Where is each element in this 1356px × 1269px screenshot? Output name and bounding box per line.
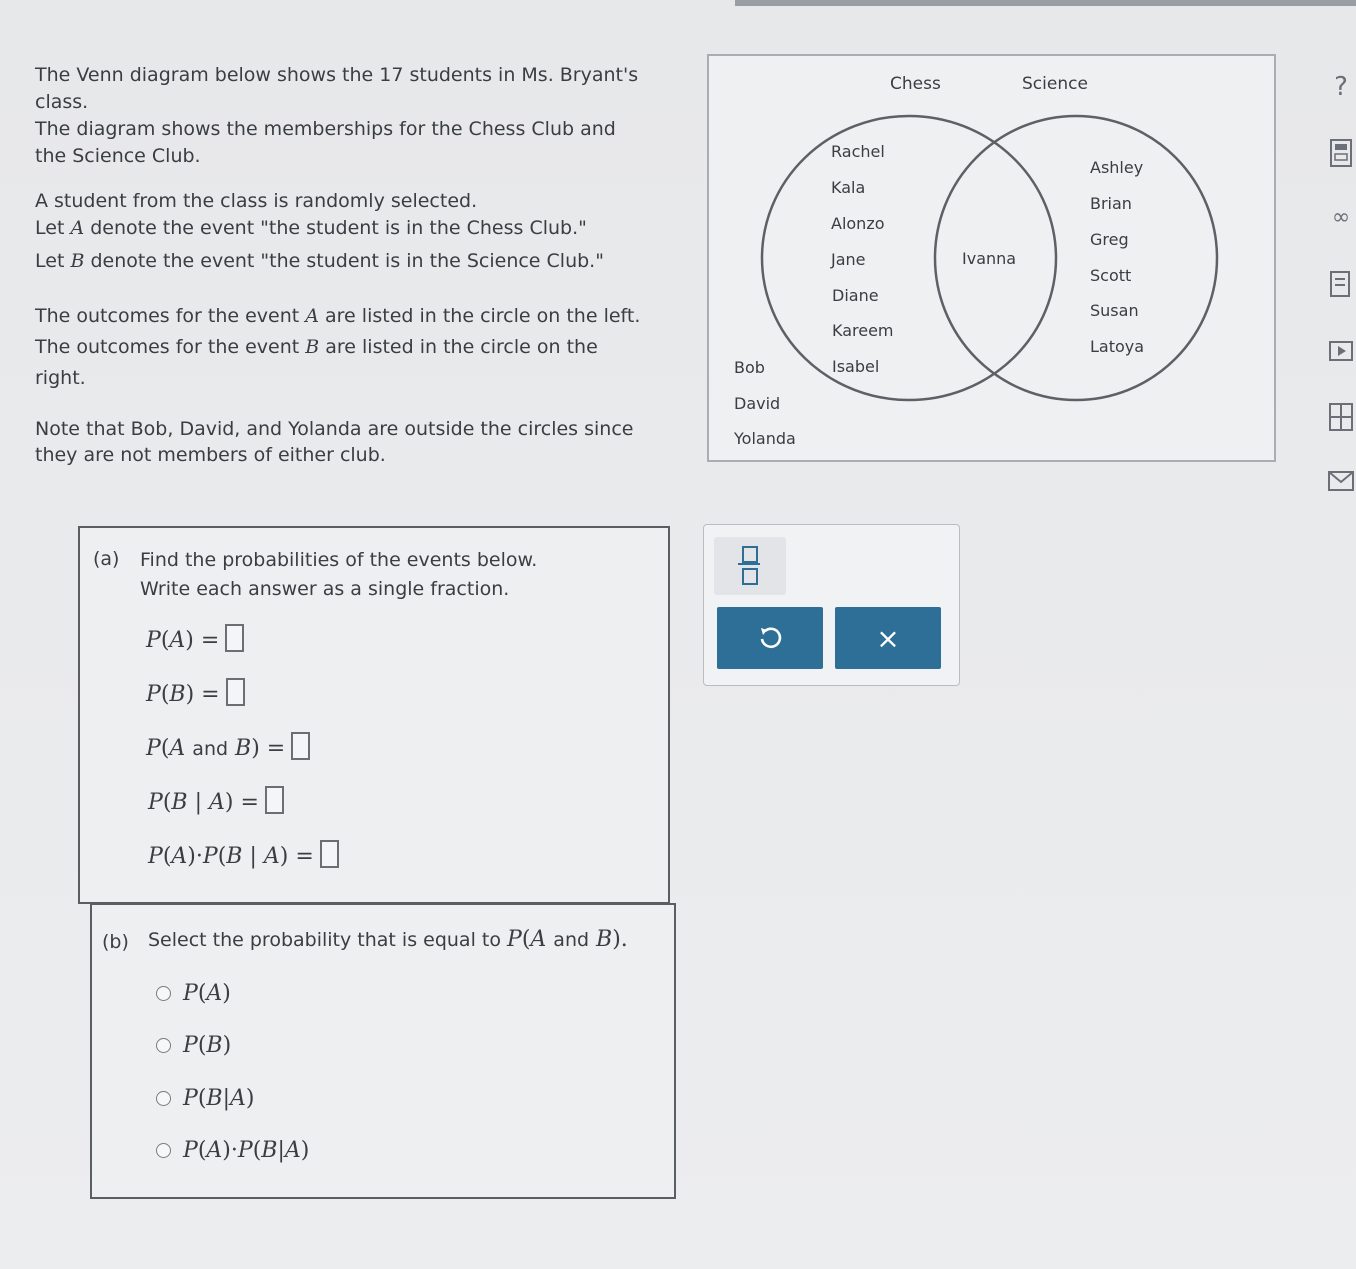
radio-button[interactable] [156, 1038, 171, 1053]
top-progress-bar [735, 0, 1356, 6]
undo-icon [757, 625, 783, 651]
science-member: Susan [1090, 301, 1139, 320]
science-member: Ashley [1090, 158, 1144, 177]
chess-member: Diane [832, 286, 879, 305]
option-p-a-times-p-b-given-a[interactable]: P ( A )· P ( B | A ) [156, 1138, 309, 1163]
problem-statement [35, 62, 645, 468]
option-p-a[interactable]: P ( A ) [156, 981, 231, 1006]
grid-icon[interactable] [1326, 402, 1356, 432]
intro-line-1: The Venn diagram below shows the 17 students in Ms. Bryant's class. [35, 64, 639, 113]
video-icon[interactable] [1326, 340, 1356, 362]
chess-member: Jane [831, 250, 866, 269]
radio-button[interactable] [156, 1091, 171, 1106]
part-b-panel [90, 903, 676, 1199]
option-p-b-given-a[interactable]: P ( B | A ) [156, 1086, 254, 1111]
outside-member: David [734, 394, 781, 413]
outside-member: Yolanda [734, 429, 796, 448]
both-member: Ivanna [962, 249, 1017, 268]
intro-line-2: The diagram shows the memberships for the Chess Club and the Science Club. [35, 118, 616, 167]
undo-button[interactable] [717, 607, 823, 669]
event-a-definition: Let A denote the event "the student is in the Chess Club." [35, 217, 587, 239]
part-a-label: (a) [93, 548, 120, 570]
p-a-times-p-b-given-a-equation: P(A)·P(B | A) = [148, 840, 339, 869]
select-line: A student from the class is randomly selected. [35, 190, 478, 212]
science-label: Science [1022, 74, 1088, 94]
option-p-b[interactable]: P ( B ) [156, 1033, 231, 1058]
part-a-instructions: Find the probabilities of the events below. Write each answer as a single fraction. [140, 549, 538, 600]
part-b-instruction: Select the probability that is equal to P(A and B). [148, 927, 628, 952]
p-b-equation: P(B) = [146, 678, 245, 707]
clear-button[interactable]: × [835, 607, 941, 669]
product-answer-input[interactable] [320, 840, 339, 868]
chess-member: Rachel [831, 142, 885, 161]
chess-label: Chess [890, 74, 941, 94]
chess-member: Alonzo [831, 214, 885, 233]
fraction-button[interactable] [714, 537, 786, 595]
chess-member: Kala [831, 178, 866, 197]
answer-tool-palette [703, 524, 960, 686]
science-member: Greg [1090, 230, 1129, 249]
outcomes-a: The outcomes for the event A are listed in the circle on the left. [35, 305, 641, 327]
event-b-definition: Let B denote the event "the student is in the Science Club." [35, 250, 604, 272]
p-b-answer-input[interactable] [226, 678, 245, 706]
part-a-panel [78, 526, 670, 904]
chess-member: Isabel [832, 357, 880, 376]
science-member: Latoya [1090, 337, 1145, 356]
p-a-answer-input[interactable] [225, 624, 244, 652]
science-member: Scott [1090, 266, 1132, 285]
help-icon[interactable]: ? [1334, 72, 1348, 102]
p-a-and-b-answer-input[interactable] [291, 732, 310, 760]
notes-icon[interactable] [1326, 270, 1356, 300]
outside-note: Note that Bob, David, and Yolanda are outside the circles since they are not members of either club. [35, 418, 634, 466]
chess-member: Kareem [832, 321, 894, 340]
infinity-icon[interactable]: ∞ [1331, 205, 1351, 230]
p-b-given-a-equation: P(B | A) = [148, 786, 284, 815]
p-a-equation: P(A) = [146, 624, 244, 653]
mail-icon[interactable] [1326, 470, 1356, 492]
science-member: Brian [1090, 194, 1132, 213]
radio-button[interactable] [156, 1143, 171, 1158]
p-b-given-a-answer-input[interactable] [265, 786, 284, 814]
part-b-label: (b) [102, 931, 129, 953]
radio-button[interactable] [156, 986, 171, 1001]
p-a-and-b-equation: P(A and B) = [146, 732, 310, 761]
venn-diagram [707, 54, 1276, 462]
fraction-icon [742, 546, 758, 563]
outcomes-b: The outcomes for the event B are listed in the circle on the right. [35, 336, 598, 389]
calculator-icon[interactable] [1326, 138, 1356, 168]
outside-member: Bob [734, 358, 765, 377]
